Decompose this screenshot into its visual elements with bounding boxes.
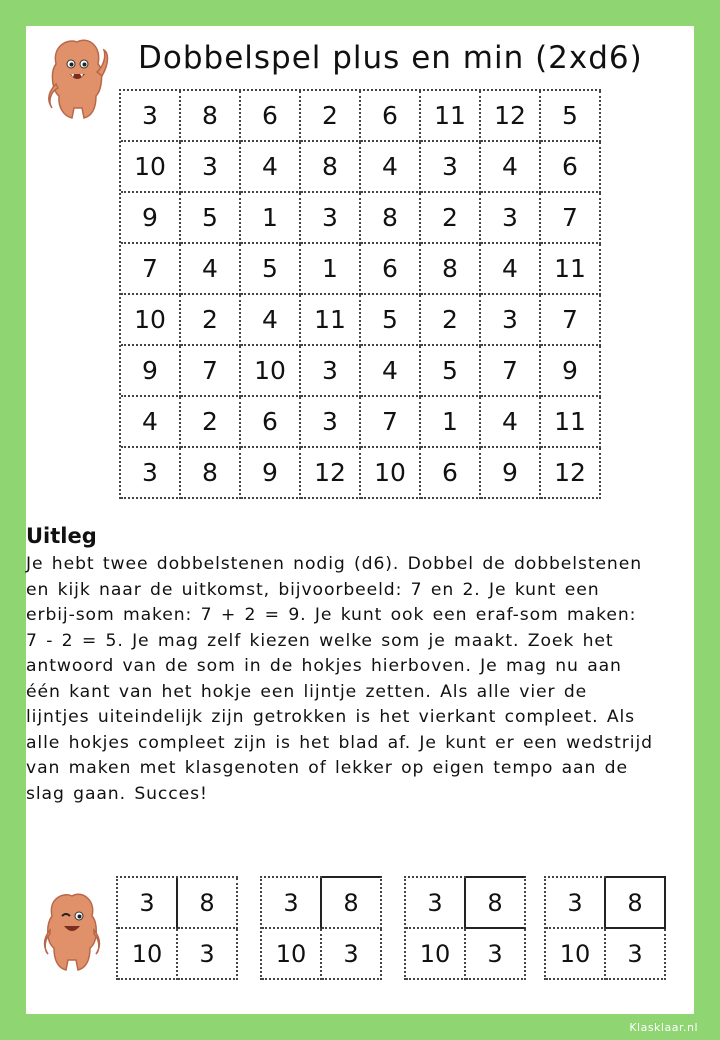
grid-cell: 2 [301, 91, 361, 142]
grid-cell: 8 [181, 448, 241, 499]
grid-cell: 8 [361, 193, 421, 244]
grid-cell: 4 [241, 142, 301, 193]
page-title: Dobbelspel plus en min (2xd6) [138, 40, 643, 76]
grid-cell: 3 [181, 142, 241, 193]
grid-cell: 3 [301, 346, 361, 397]
grid-cell: 5 [421, 346, 481, 397]
example-cell: 3 [606, 929, 666, 980]
grid-cell: 4 [181, 244, 241, 295]
grid-cell: 7 [481, 346, 541, 397]
grid-cell: 7 [361, 397, 421, 448]
grid-cell: 7 [121, 244, 181, 295]
monster-winking-icon [42, 890, 102, 972]
grid-cell: 7 [541, 295, 601, 346]
grid-cell: 11 [541, 244, 601, 295]
grid-cell: 7 [181, 346, 241, 397]
grid-cell: 9 [541, 346, 601, 397]
grid-cell: 5 [361, 295, 421, 346]
grid-cell: 2 [181, 397, 241, 448]
example-cell: 8 [606, 876, 666, 929]
grid-cell: 10 [361, 448, 421, 499]
example-cell: 10 [118, 929, 178, 980]
grid-cell: 3 [481, 193, 541, 244]
grid-cell: 1 [301, 244, 361, 295]
grid-cell: 6 [421, 448, 481, 499]
example-cell: 8 [466, 876, 526, 929]
grid-cell: 4 [481, 244, 541, 295]
grid-cell: 1 [421, 397, 481, 448]
grid-cell: 4 [241, 295, 301, 346]
grid-cell: 6 [241, 91, 301, 142]
grid-cell: 3 [301, 397, 361, 448]
grid-cell: 4 [361, 142, 421, 193]
grid-cell: 3 [121, 91, 181, 142]
example-square-1 [116, 876, 238, 980]
monster-waving-icon [44, 36, 110, 122]
grid-cell: 11 [541, 397, 601, 448]
example-cell: 3 [406, 878, 466, 929]
example-square-3 [404, 876, 526, 980]
example-cell: 3 [178, 929, 238, 980]
grid-cell: 6 [361, 244, 421, 295]
worksheet [26, 26, 694, 1014]
example-cell: 3 [262, 878, 322, 929]
grid-cell: 4 [121, 397, 181, 448]
grid-cell: 9 [481, 448, 541, 499]
number-grid [119, 89, 601, 499]
grid-cell: 10 [241, 346, 301, 397]
grid-cell: 4 [361, 346, 421, 397]
grid-cell: 7 [541, 193, 601, 244]
example-cell: 10 [406, 929, 466, 980]
grid-cell: 12 [301, 448, 361, 499]
grid-cell: 4 [481, 397, 541, 448]
example-cell: 3 [118, 878, 178, 929]
grid-cell: 5 [181, 193, 241, 244]
grid-cell: 4 [481, 142, 541, 193]
grid-cell: 9 [121, 346, 181, 397]
grid-cell: 8 [181, 91, 241, 142]
explanation-heading: Uitleg [26, 524, 97, 548]
grid-cell: 10 [121, 295, 181, 346]
grid-cell: 2 [421, 193, 481, 244]
grid-cell: 3 [121, 448, 181, 499]
explanation-text: Je hebt twee dobbelstenen nodig (d6). Dobbel de dobbelstenen en kijk naar de uitkomst, bijvoorbeeld: 7 en 2. Je kunt een erbij-som maken: 7 + 2 = 9. Je kunt ook een eraf-som maken: 7 - 2 = 5. Je mag zelf kiezen welke som je maakt. Zoek het antwoord van de som in de hokjes hierboven. Je mag nu aan één kant van het hokje een lijntje zetten. Als alle vier de lijntjes uiteindelijk zijn getrokken is het vierkant compleet. Als alle hokjes compleet zijn is het blad af. Je kunt er een wedstrijd van maken met klasgenoten of lekker op eigen tempo aan de slag gaan. Succes! [26, 554, 653, 804]
grid-cell: 6 [541, 142, 601, 193]
example-cell: 10 [262, 929, 322, 980]
grid-cell: 1 [241, 193, 301, 244]
grid-cell: 12 [541, 448, 601, 499]
example-cell: 3 [466, 929, 526, 980]
grid-cell: 10 [121, 142, 181, 193]
example-cell: 10 [546, 929, 606, 980]
grid-cell: 9 [241, 448, 301, 499]
example-cell: 8 [178, 878, 238, 929]
grid-cell: 8 [421, 244, 481, 295]
grid-cell: 2 [421, 295, 481, 346]
grid-cell: 2 [181, 295, 241, 346]
example-squares [116, 876, 676, 978]
grid-cell: 11 [421, 91, 481, 142]
grid-cell: 3 [421, 142, 481, 193]
grid-cell: 9 [121, 193, 181, 244]
footer-brand: Klasklaar.nl [629, 1021, 698, 1034]
example-cell: 3 [322, 929, 382, 980]
grid-cell: 5 [241, 244, 301, 295]
example-cell: 8 [322, 876, 382, 929]
grid-cell: 11 [301, 295, 361, 346]
grid-cell: 3 [301, 193, 361, 244]
grid-cell: 6 [241, 397, 301, 448]
grid-cell: 12 [481, 91, 541, 142]
grid-cell: 3 [481, 295, 541, 346]
example-square-4 [544, 876, 666, 980]
grid-cell: 5 [541, 91, 601, 142]
grid-cell: 6 [361, 91, 421, 142]
grid-cell: 8 [301, 142, 361, 193]
example-square-2 [260, 876, 382, 980]
example-cell: 3 [546, 878, 606, 929]
